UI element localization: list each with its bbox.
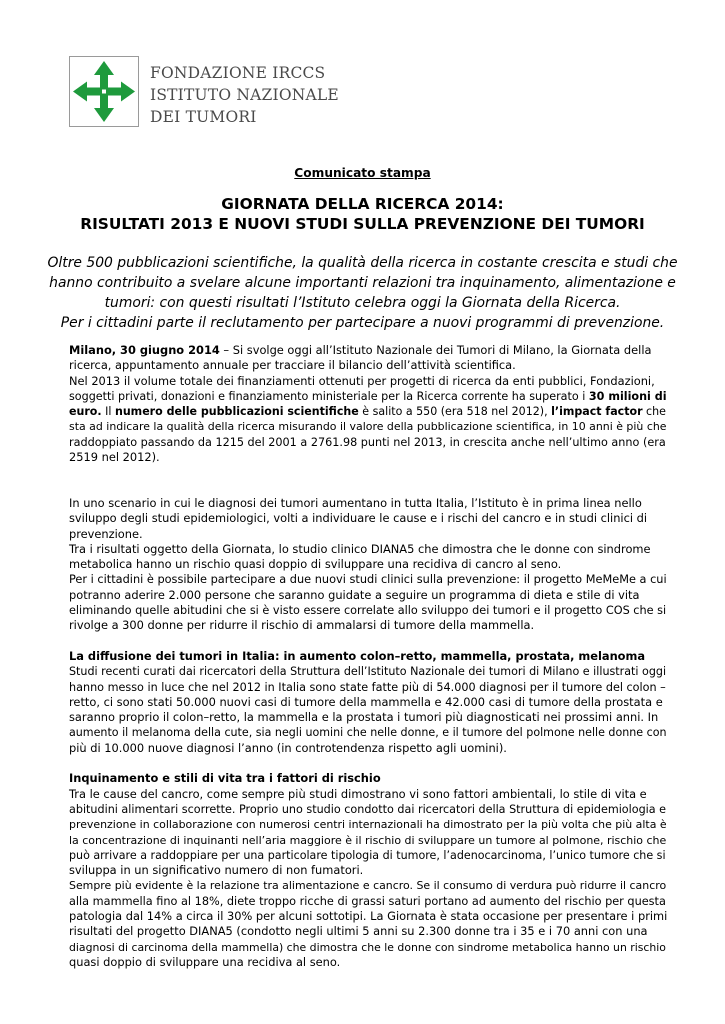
org-name-line-1: FONDAZIONE IRCCS [150,64,326,82]
paragraph-line: ricerca, appuntamento annuale per tracciare il bilancio dell’attività scientifica. [69,358,516,373]
text-span: – Si svolge oggi all’Istituto Nazionale dei Tumori di Milano, la Giornata della [219,343,652,357]
paragraph-line: hanno messo in luce che nel 2012 in Italia sono state fatte più di 54.000 diagnosi per il tumore del colon – [69,680,666,694]
paragraph-line: saranno proprio il colon–retto, la mammella e la prostata i tumori più diagnosticati nei prossimi anni. In [69,710,659,725]
paragraph-line [69,343,669,358]
bold-text: numero delle pubblicazioni scientifiche [114,405,359,419]
paragraph-line [69,389,669,404]
paragraph-gap [69,634,669,649]
text-span: è salito a 550 (era 518 nel 2012), [358,405,552,419]
dateline: Milano, 30 giugno 2014 [69,343,220,357]
paragraph-gap [69,756,669,771]
paragraph-line: potranno aderire 2.000 persone che saranno guidate a seguire un programma di dieta e stile di vita [69,587,640,602]
green-cross-arrows-icon [70,57,138,126]
press-release-label: Comunicato stampa [294,166,431,180]
paragraph-line: aumento il melanoma della cute, sia negli uomini che nelle donne, e il tumore del polmone nelle donne con [69,726,667,740]
foundation-logo [69,56,139,127]
text-span: Il [101,405,115,419]
text-span: soggetti privati, donazioni e finanziamento ministeriale per la Ricerca corrente ha superato i [69,389,589,403]
paragraph-line: Nel 2013 il volume totale dei finanziamenti ottenuti per progetti di ricerca da enti pubblici, Fondazioni, [69,373,655,388]
paragraph-line: può arrivare a raddoppiare per una particolare tipologia di tumore, l’adenocarcinoma, l’unico tumore che si [69,848,666,862]
paragraph-line: retto, ci sono stati 50.000 nuovi casi di tumore della mammella e 42.000 casi di tumore della prostata e [69,694,663,709]
paragraph-line: patologia dal 14% a circa il 30% per alcuni sottotipi. La Giornata è stata occasione per presentare i primi [69,908,668,923]
paragraph-line: sviluppa in un significativo numero di non fumatori. [69,863,364,878]
paragraph-line: metabolica hanno un rischio quasi doppio di sviluppare una recidiva di cancro al seno. [69,557,562,572]
paragraph-line: sviluppo degli studi epidemiologici, volti a individuare le cause e i rischi del cancro e in studi clinici di [69,511,648,526]
paragraph-line: In uno scenario in cui le diagnosi dei tumori aumentano in tutta Italia, l’Istituto è in prima linea nello [69,495,642,510]
subtitle-line-1: Oltre 500 pubblicazioni scientifiche, la qualità della ricerca in costante crescita e studi che [47,255,678,271]
paragraph-line: più di 10.000 nuove diagnosi l’anno (in controtendenza rispetto agli uomini). [69,740,507,755]
subtitle-line-4: Per i cittadini parte il reclutamento per partecipare a nuovi programmi di prevenzione. [60,315,665,331]
paragraph-gap [69,465,669,480]
bold-text: 30 milioni di [588,389,667,403]
title-line-2: RISULTATI 2013 E NUOVI STUDI SULLA PREVENZIONE DEI TUMORI [80,215,645,233]
paragraph-line [69,404,669,419]
paragraph-line: risultati del progetto DIANA5 (condotto negli ultimi 5 anni su 2.300 donne tra i 35 e i 70 anni con una [69,924,648,939]
subtitle-line-3: tumori: con questi risultati l’Istituto celebra oggi la Giornata della Ricerca. [104,295,621,311]
paragraph-line: raddoppiato passando da 1215 del 2001 a 2761.98 punti nel 2013, in crescita anche nell’ultimo anno (era [69,435,666,449]
document-subtitle [40,253,685,333]
subtitle-line-2: hanno contribuito a svelare alcune importanti relazioni tra inquinamento, alimentazione e [49,275,676,291]
document-title [0,194,725,234]
bold-text: euro. [69,405,102,419]
paragraph-line: 2519 nel 2012). [69,450,160,465]
paragraph-line: prevenzione in collaborazione con numerosi centri internazionali ha dimostrato per la più volta che più alta è [69,818,667,832]
paragraph-line: alla mammella fino al 18%, diete troppo ricche di grassi saturi portano ad aumento del rischio per questa [69,894,666,908]
paragraph-line: la concentrazione di inquinanti nell’aria maggiore è il rischio di sviluppare un tumore al polmone, rischio che [69,833,667,847]
paragraph-line: Tra i risultati oggetto della Giornata, lo studio clinico DIANA5 che dimostra che le donne con sindrome [69,541,651,556]
paragraph-line: eliminando quelle abitudini che si è visto essere correlate allo sviluppo dei tumori e il progetto COS che si [69,604,667,618]
paragraph-gap [69,481,669,496]
paragraph-line: prevenzione. [69,526,143,541]
bold-text: l’impact factor [551,405,643,419]
text-span: che [642,405,666,419]
paragraph-line: diagnosi di carcinoma della mammella) che dimostra che le donne con sindrome metabolica hanno un rischio [69,940,666,954]
paragraph-line: rivolge a 300 donne per ridurre il rischio di ammalarsi di tumore della mammella. [69,618,535,633]
paragraph-line: quasi doppio di sviluppare una recidiva al seno. [69,954,341,969]
paragraph-line: sta ad indicare la qualità della ricerca misurando il valore della pubblicazione scientifica, in 10 anni è più che [69,420,667,434]
title-line-1: GIORNATA DELLA RICERCA 2014: [221,195,504,213]
section-heading: La diffusione dei tumori in Italia: in aumento colon–retto, mammella, prostata, melanoma [69,648,646,663]
paragraph-line: Sempre più evidente è la relazione tra alimentazione e cancro. Se il consumo di verdura può ridurre il cancro [69,879,667,893]
document-body [69,343,669,970]
org-name-line-3: DEI TUMORI [150,108,257,126]
paragraph-line: Per i cittadini è possibile partecipare a due nuovi studi clinici sulla prevenzione: il progetto MeMeMe a cui [69,572,667,587]
paragraph-line: abitudini alimentari scorrette. Proprio uno studio condotto dai ricercatori della Struttura di epidemiologia e [69,802,667,816]
organization-name [150,62,339,128]
paragraph-line: Tra le cause del cancro, come sempre più studi dimostrano vi sono fattori ambientali, lo stile di vita e [69,786,647,801]
org-name-line-2: ISTITUTO NAZIONALE [150,86,339,104]
paragraph-line: Studi recenti curati dai ricercatori della Struttura dell’Istituto Nazionale dei tumori di Milano e illustrati oggi [69,665,667,679]
section-heading: Inquinamento e stili di vita tra i fattori di rischio [69,771,381,786]
